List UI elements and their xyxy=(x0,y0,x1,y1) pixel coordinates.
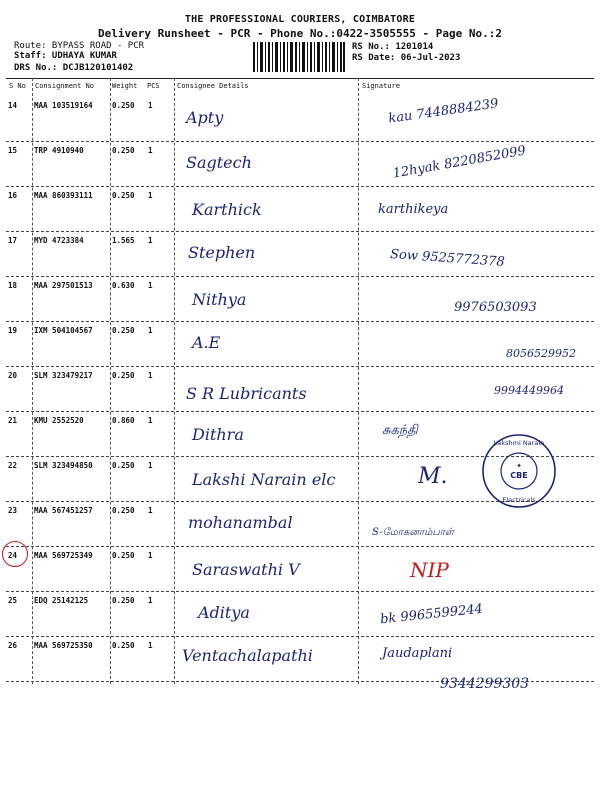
row-consignment: MAA 103519164 xyxy=(34,101,93,110)
svg-text:Electricals: Electricals xyxy=(502,496,536,504)
row-consignment: IXM 504104567 xyxy=(34,326,93,335)
row-pcs: 1 xyxy=(148,281,153,290)
consignee-handwriting: Stephen xyxy=(188,243,256,262)
signature-handwriting: 12hyak 8220852099 xyxy=(391,143,528,182)
svg-text:Lakshmi Narain: Lakshmi Narain xyxy=(493,439,545,447)
row-sno: 20 xyxy=(8,371,18,380)
row-weight: 0.250 xyxy=(112,506,135,515)
signature-handwriting: karthikeya xyxy=(378,202,449,217)
consignee-handwriting: Apty xyxy=(186,108,224,127)
row-pcs: 1 xyxy=(148,416,153,425)
row-sno: 15 xyxy=(8,146,18,155)
col-sno: S No xyxy=(9,82,26,90)
row-sno: 25 xyxy=(8,596,18,605)
signature-handwriting: kau 7448884239 xyxy=(387,96,500,127)
col-pcs: PCS xyxy=(147,82,160,90)
row-consignment: MAA 860393111 xyxy=(34,191,93,200)
table-row xyxy=(6,321,594,367)
signature-handwriting: 8056529952 xyxy=(506,347,576,360)
col-weight: Weight xyxy=(112,82,138,90)
consignee-handwriting: Lakshi Narain elc xyxy=(192,470,336,489)
row-weight: 0.250 xyxy=(112,101,135,110)
route-label: Route: BYPASS ROAD - PCR xyxy=(14,41,145,51)
row-consignment: MAA 297501513 xyxy=(34,281,93,290)
row-weight: 0.250 xyxy=(112,551,135,560)
row-weight: 0.250 xyxy=(112,641,135,650)
row-sno: 16 xyxy=(8,191,18,200)
company-name: THE PROFESSIONAL COURIERS, COIMBATORE xyxy=(184,14,416,25)
staff-label: Staff: UDHAYA KUMAR xyxy=(14,51,117,61)
col-signature: Signature xyxy=(362,82,400,90)
consignee-handwriting: A.E xyxy=(192,333,221,352)
consignee-handwriting: Aditya xyxy=(198,603,250,622)
rs-date: RS Date: 06-Jul-2023 xyxy=(352,53,461,63)
consignee-handwriting: Saraswathi V xyxy=(192,560,300,579)
row-pcs: 1 xyxy=(148,236,153,245)
signature-handwriting: Jaudaplani xyxy=(382,646,453,661)
consignee-handwriting: S R Lubricants xyxy=(186,384,307,403)
row-weight: 0.630 xyxy=(112,281,135,290)
row-weight: 0.860 xyxy=(112,416,135,425)
col-consignee: Consignee Details xyxy=(177,82,249,90)
row-sno: 18 xyxy=(8,281,18,290)
table-row xyxy=(6,591,594,637)
table-row xyxy=(6,96,594,142)
signature-handwriting: bk 9965599244 xyxy=(379,601,484,628)
consignee-handwriting: Ventachalapathi xyxy=(182,646,313,665)
signature-handwriting: சுகந்தி xyxy=(382,423,418,438)
row-weight: 1.565 xyxy=(112,236,135,245)
table-row xyxy=(6,231,594,277)
col-consignment: Consignment No xyxy=(35,82,95,90)
svg-text:CBE: CBE xyxy=(510,471,528,480)
consignee-handwriting: Sagtech xyxy=(186,153,252,172)
row-consignment: SLM 323494850 xyxy=(34,461,93,470)
consignee-handwriting: Nithya xyxy=(192,290,247,309)
row-pcs: 1 xyxy=(148,461,153,470)
row-consignment: KMU 2552520 xyxy=(34,416,84,425)
row-sno: 26 xyxy=(8,641,18,650)
row-pcs: 1 xyxy=(148,326,153,335)
consignee-handwriting: mohanambal xyxy=(188,513,293,532)
svg-text:✦: ✦ xyxy=(516,462,522,470)
row-sno: 23 xyxy=(8,506,18,515)
row-sno: 22 xyxy=(8,461,18,470)
row-pcs: 1 xyxy=(148,146,153,155)
row-consignment: SLM 323479217 xyxy=(34,371,93,380)
row-consignment: MAA 567451257 xyxy=(34,506,93,515)
drs-number: DRS No.: DCJB120101402 xyxy=(14,63,134,73)
row-pcs: 1 xyxy=(148,641,153,650)
row-consignment: MAA 569725349 xyxy=(34,551,93,560)
row-sno: 24 xyxy=(8,551,18,560)
row-pcs: 1 xyxy=(148,191,153,200)
signature-handwriting: 9994449964 xyxy=(494,384,564,397)
company-stamp xyxy=(480,432,558,510)
signature-handwriting: M. xyxy=(418,464,448,489)
runsheet-title: Delivery Runsheet - PCR - Phone No.:0422-3505555 - Page No.:2 xyxy=(98,27,502,40)
signature-handwriting: Sow 9525772378 xyxy=(389,247,506,270)
consignee-handwriting: Karthick xyxy=(192,200,262,219)
row-sno: 14 xyxy=(8,101,18,110)
row-pcs: 1 xyxy=(148,371,153,380)
row-pcs: 1 xyxy=(148,101,153,110)
table-row xyxy=(6,366,594,412)
consignee-handwriting: Dithra xyxy=(192,425,244,444)
table-row xyxy=(6,141,594,187)
table-top-rule xyxy=(6,78,594,79)
table-row xyxy=(6,276,594,322)
signature-handwriting: 9976503093 xyxy=(454,300,537,315)
row-weight: 0.250 xyxy=(112,596,135,605)
table-row xyxy=(6,546,594,592)
rs-number: RS No.: 1201014 xyxy=(352,42,434,52)
row-weight: 0.250 xyxy=(112,326,135,335)
row-weight: 0.250 xyxy=(112,461,135,470)
signature-handwriting: S-மோகனாம்பாள் xyxy=(372,527,455,538)
row-sno: 17 xyxy=(8,236,18,245)
row-weight: 0.250 xyxy=(112,371,135,380)
row-pcs: 1 xyxy=(148,596,153,605)
row-pcs: 1 xyxy=(148,551,153,560)
row-weight: 0.250 xyxy=(112,191,135,200)
barcode xyxy=(253,42,345,72)
table-row xyxy=(6,186,594,232)
row-consignment: MYD 4723384 xyxy=(34,236,84,245)
row-sno: 21 xyxy=(8,416,18,425)
trailing-phone-number: 9344299303 xyxy=(440,676,530,692)
row-pcs: 1 xyxy=(148,506,153,515)
row-consignment: TRP 4910940 xyxy=(34,146,84,155)
row-sno: 19 xyxy=(8,326,18,335)
signature-handwriting: NIP xyxy=(410,558,449,582)
row-weight: 0.250 xyxy=(112,146,135,155)
row-consignment: MAA 569725350 xyxy=(34,641,93,650)
red-circle-mark xyxy=(2,541,28,567)
row-consignment: EDQ 25142125 xyxy=(34,596,89,605)
